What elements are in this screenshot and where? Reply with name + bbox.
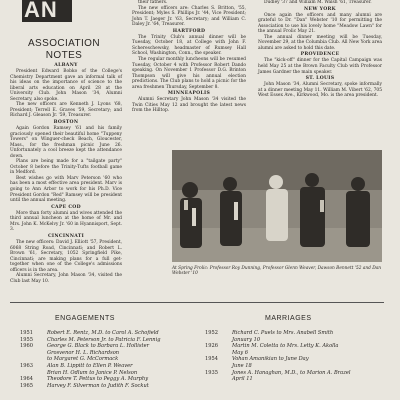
city-heading: BOSTON (53, 119, 79, 125)
class-year: 1951 (20, 330, 33, 336)
column-2 (132, 0, 246, 114)
marriages-heading: MARRIAGES (265, 315, 312, 322)
entry-text: April 11 (232, 376, 253, 383)
entry-text: Theodore T. Pettus to Peggy A. Murphy (47, 376, 149, 383)
city-heading: MINNEAPOLIS (167, 91, 211, 97)
entry-text: May 6 (232, 349, 248, 356)
marriages-list (205, 330, 390, 383)
class-year: 1926 (205, 343, 218, 350)
city-heading: HARTFORD (172, 28, 206, 34)
article-paragraph: John Mason '34, Alumni Secretary, spoke informally at a dinner meeting May 11. William M. Vibert '62, 705 West Essex Ave., Kirkwood, Mo. is the area president. (258, 82, 382, 99)
entry-text: to Margaret G. McCormack (47, 356, 119, 363)
marriages-entry (205, 363, 390, 370)
marriages-entry (205, 350, 390, 357)
article-paragraph: The new officers are: Charles S. Britton, '55, President; Myles S. Phillips Jr. '44, Vice President; John T. Jaeger Jr. '63, Secretary; and William C. Daley Jr. '64, Treasurer. (132, 5, 246, 28)
city-heading: CINCINNATI (47, 233, 85, 239)
engagements-entry (20, 337, 190, 344)
article-paragraph: The Trinity Club's annual dinner will be Tuesday, October 18, at College with John F. Schereschewsky, headmaster of Rumsey Hall School, Washington, Conn., the speaker. (132, 34, 246, 57)
article-paragraph: Alumni Secretary John Mason '34 visited the Twin Cities May 12 and brought the latest news from the Hilltop. (132, 97, 246, 114)
class-year: 1935 (205, 369, 218, 376)
photo-image (172, 150, 382, 262)
class-year (20, 356, 47, 363)
engagements-entry (20, 370, 190, 377)
column-3 (258, 0, 382, 99)
city-heading: CAPE COD (51, 204, 81, 210)
class-year: 1954 (205, 356, 218, 363)
city-heading: ST. LOUIS (305, 76, 335, 82)
engagements-entry (20, 350, 190, 357)
article-paragraph: Best wishes go with Marv Peterson '60 who has been a most effective area president. Marv is going to Ann Arbor to work for his Ph.D. Vice President Gordon "Red" Ramsey will be president until the annual meeting. (10, 175, 122, 204)
article-paragraph: The regular monthly luncheons will be resumed Tuesday, October 4 with Professor Robert Dando speaking. On November 1 Professor D.G. Brinton Thompson will give his annual election predictions. The Club plans to hold a picnic for the area freshmen Thursday, September 8. (132, 56, 246, 90)
marriages-entry (205, 330, 390, 337)
marriages-entry (205, 370, 390, 377)
class-year: 1955 (20, 336, 33, 343)
marriages-entry (205, 376, 390, 383)
entry-text: Alan B. Lippitt to Ellen P. Weaver (47, 362, 133, 369)
class-year: 1960 (20, 343, 33, 350)
engagements-heading: ENGAGEMENTS (55, 315, 115, 322)
masthead-logo-letters: AN (24, 0, 58, 22)
photo-caption: At Spring Frolic: Professor Roy Dunning, Professor Glenn Weaver, Dawson Bennett '52 and Dan Webster '10 (172, 266, 382, 277)
entry-text: Martin M. Coletta to Mrs. Letty K. Akolla (232, 343, 339, 350)
class-year (20, 350, 47, 357)
engagements-entry (20, 376, 190, 383)
entry-text: Richard C. Puels to Mrs. Anabell Smith (232, 330, 334, 336)
article-paragraph: More than forty alumni and wives attended the third annual luncheon at the home of Mr. and Mrs. John K. McKelvy Jr. '60 in Hyannisport, Sept. 3. (10, 210, 122, 233)
city-heading: ALBANY (54, 63, 78, 68)
article-paragraph: their fathers. (138, 0, 168, 5)
article-paragraph: Dudley '37 and William M. Walsh '61, Treasurer. (264, 0, 372, 5)
city-heading: NEW YORK (304, 6, 336, 12)
engagements-entry (20, 343, 190, 350)
engagements-entry (20, 363, 190, 370)
entry-text: Charles M. Peterson Jr. to Patricia F. Lennig (47, 336, 161, 343)
engagements-entry (20, 330, 190, 337)
section-title: ASSOCIATION NOTES (27, 38, 100, 61)
article-paragraph: Once again the officers and many alumni are grateful to Dr. "Dan" Webster '10 for permitting the Association to use his lovely home "Meadow Lawn" for the annual Frolic May 21. (258, 12, 382, 35)
article-paragraph: Plans are being made for a "tailgate party" October 8 before the Trinity-Tufts football game in Medford. (10, 159, 122, 176)
city-heading: PROVIDENCE (300, 52, 340, 58)
marriages-entry (205, 343, 390, 350)
engagements-entry (20, 383, 190, 390)
marriages-entry (205, 337, 390, 344)
engagements-entry (20, 356, 190, 363)
class-year (205, 376, 232, 383)
marriages-entry (205, 356, 390, 363)
entry-text: Robert E. Rentz, M.D. to Carol A. Schofield (47, 330, 159, 336)
class-year: 1963 (20, 362, 33, 369)
class-year (205, 337, 232, 344)
class-year (20, 370, 47, 377)
entry-text: Jones A. Hanaghan, M.D., to Marion A. Brazel (232, 369, 351, 376)
class-year (205, 350, 232, 357)
article-paragraph: Again Gordon Ramsey '61 and his family graciously opened their beautiful home "Tuppeny Towers" on Winguer-check Beach, Gloucester, Mass., for the freshman picnic June 26. Unfortunately a cool breeze kept the attendance down. (10, 126, 122, 159)
article-paragraph: The new officers: David J. Elliott '57, President, 6068 String Road, Cincinnati; and Robert L. Brown '61, Secretary, 1052 Springfield Pike, Cincinnati; are making plans for a full get-together when one of the College's admissions officers is in the area. (10, 239, 122, 273)
entry-text: January 10 (232, 336, 261, 343)
entry-text: June 18 (232, 362, 252, 369)
article-paragraph: The new officers are Kenneth J. Lyons '68, President; Terrell E. Graves '59, Secretary; and Richard J. Gleason Jr. '59, Treasurer. (10, 102, 122, 119)
entry-text: Vohan Amanikian to June Day (232, 356, 309, 363)
spring-frolic-photo (172, 150, 382, 262)
class-year: 1952 (205, 330, 218, 336)
article-paragraph: The "kick-off" dinner for the Capital Campaign was held May 25 at the Brown Faculty Club with Professor James Gardner the main speaker. (258, 58, 382, 75)
entry-text: Grosvenor H. L. Richardson (47, 349, 120, 356)
article-paragraph: The annual dinner meeting will be Tuesday, November 29, at the Columbia Club. All New York area alumni are asked to hold this date. (258, 34, 382, 51)
class-year: 1965 (20, 382, 33, 389)
class-year (205, 363, 232, 370)
entry-text: Harvey F. Silverman to Judith F. Sockut (47, 382, 149, 389)
column-1 (10, 62, 122, 284)
class-year: 1964 (20, 376, 33, 383)
engagements-list (20, 330, 190, 389)
entry-text: George G. Black to Barbara L. Hollister (47, 343, 150, 350)
entry-text: Brian H. Odlum to Janice P. Nelson (47, 369, 138, 376)
article-paragraph: President Edward Bobko of the College's Chemistry Department gave an informal talk of his ideas on the importance of science to the liberal arts education on April 28 at the University Club. John Mason '34, Alumni Secretary, also spoke. (10, 69, 122, 102)
article-paragraph: Alumni Secretary, John Mason '34, visited the Club last May 10. (10, 273, 122, 284)
divider-rule (10, 302, 384, 303)
